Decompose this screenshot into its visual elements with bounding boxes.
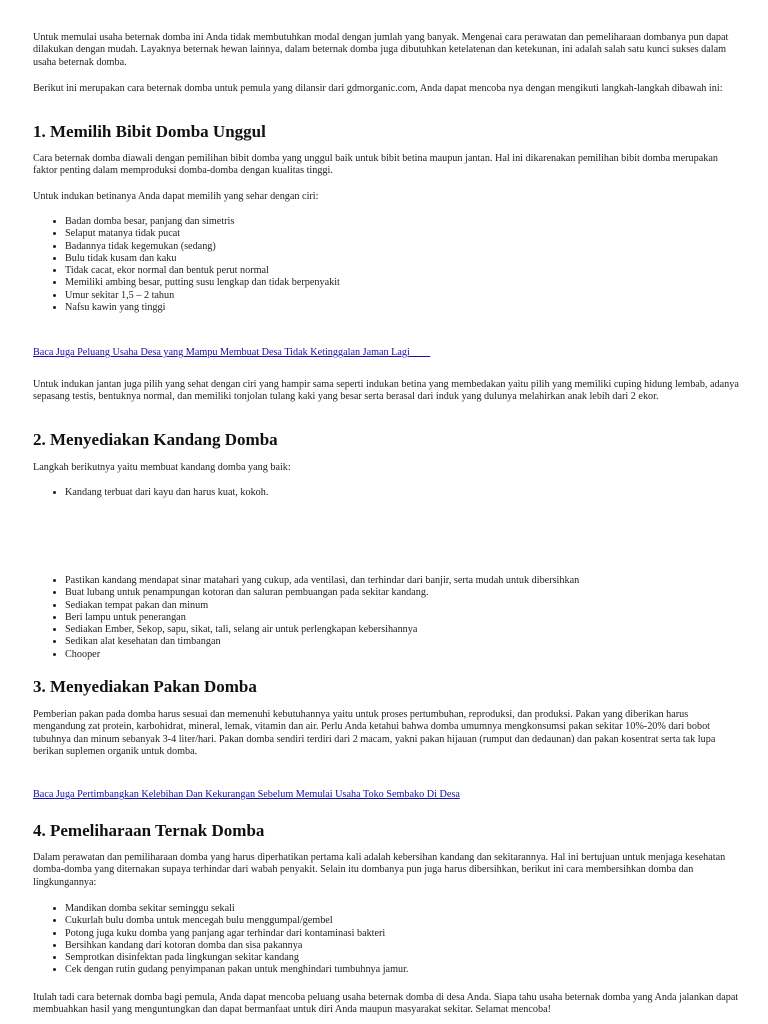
section-1-paragraph-1: Cara beternak domba diawali dengan pemilihan bibit domba yang unggul baik untuk bibit betina maupun jantan. Hal ini dikarenakan pemilihan bibit domba merupakan faktor penting dalam memproduksi domba-domba dengan kualitas tinggi. <box>33 153 718 177</box>
section-4-paragraph-1: Dalam perawatan dan pemiliharaan domba yang harus diperhatikan pertama kali adalah kebersihan kandang dan sekitarannya. Hal ini bertujuan untuk menjaga kesehatan domba-domba yang diternakan supaya terhindar dari wabah penyakit. Selain itu dombanya pun juga harus dibersihkan, berikut ini cara membersihkan domba dan lingkungannya: <box>33 852 726 888</box>
read-also-link-1[interactable]: Baca Juga Peluang Usaha Desa yang Mampu Membuat Desa Tidak Ketinggalan Jaman Lagi <box>33 347 410 358</box>
read-also-link-1-underline-tail[interactable] <box>410 347 430 358</box>
list-item: • Badan domba besar, panjang dan simetris <box>65 216 768 228</box>
list-item: • Umur sekitar 1,5 – 2 tahun <box>65 290 768 302</box>
list-item: • Mandikan domba sekitar seminggu sekali <box>65 903 768 915</box>
section-3-paragraph-1: Pemberian pakan pada domba harus sesuai dan memenuhi kebutuhannya yaitu untuk proses pertumbuhan, reproduksi, dan produksi. Pakan yang diberikan harus mengandung zat protein, karbohidrat, mineral, lemak, vitamin dan air. Perlu Anda ketahui bahwa domba umumnya mengkonsumsi pakan sekitar 10%-20% dari bobot tubuhnya dan minum sebanyak 3-4 liter/hari. Pakan domba sendiri terdiri dari 2 macam, yakni pakan hijauan (rumput dan dedaunan) dan pakan kosentrat serta tak lupa berikan suplemen organik untuk domba. <box>33 709 716 757</box>
section-1-paragraph-2: Untuk indukan betinanya Anda dapat memilih yang sehar dengan ciri: <box>33 191 319 202</box>
list-item: • Cukurlah bulu domba untuk mencegah bulu menggumpal/gembel <box>65 915 768 927</box>
list-item: • Nafsu kawin yang tinggi <box>65 302 768 314</box>
section-2-heading: 2. Menyediakan Kandang Domba <box>33 430 278 449</box>
list-item: • Potong juga kuku domba yang panjang agar terhindar dari kontaminasi bakteri <box>65 928 768 940</box>
section-3-heading: 3. Menyediakan Pakan Domba <box>33 677 257 696</box>
read-also-link-2[interactable]: Baca Juga Pertimbangkan Kelebihan Dan Kekurangan Sebelum Memulai Usaha Toko Sembako Di Desa <box>33 789 460 800</box>
closing-paragraph: Itulah tadi cara beternak domba bagi pemula, Anda dapat mencoba peluang usaha beternak domba di desa Anda. Siapa tahu usaha beternak domba yang Anda jalankan dapat membuahkan hasil yang menguntungkan dan dapat bermanfaat untuk diri Anda maupun masyarakat sekitar. Selamat mencoba! <box>33 992 739 1016</box>
list-item: • Bulu tidak kusam dan kaku <box>65 253 768 265</box>
list-item: • Sediakan Ember, Sekop, sapu, sikat, tali, selang air untuk perlengkapan kebersihannya <box>65 624 768 636</box>
section-1-heading: 1. Memilih Bibit Domba Unggul <box>33 122 266 141</box>
section-1-list <box>33 216 768 314</box>
list-item: • Tidak cacat, ekor normal dan bentuk perut normal <box>65 265 768 277</box>
section-4-heading: 4. Pemeliharaan Ternak Domba <box>33 821 265 840</box>
list-item: • Sedikan alat kesehatan dan timbangan <box>65 636 768 648</box>
list-item: • Chooper <box>65 649 768 661</box>
list-item: • Sediakan tempat pakan dan minum <box>65 600 768 612</box>
section-2-list-b <box>33 575 768 661</box>
section-2-paragraph-1: Langkah berikutnya yaitu membuat kandang domba yang baik: <box>33 462 291 473</box>
section-2-list-a <box>33 487 768 499</box>
list-item: • Pastikan kandang mendapat sinar matahari yang cukup, ada ventilasi, dan terhindar dari banjir, serta mudah untuk dibersihkan <box>65 575 768 587</box>
list-item: • Cek dengan rutin gudang penyimpanan pakan untuk menghindari tumbuhnya jamur. <box>65 964 768 976</box>
read-also-1 <box>33 342 741 360</box>
list-item: • Semprotkan disinfektan pada lingkungan sekitar kandang <box>65 952 768 964</box>
intro-paragraph-2: Berikut ini merupakan cara beternak domba untuk pemula yang dilansir dari gdmorganic.com, Anda dapat mencoba nya dengan mengikuti langkah-langkah dibawah ini: <box>33 83 723 94</box>
section-1-paragraph-3: Untuk indukan jantan juga pilih yang sehat dengan ciri yang hampir sama seperti indukan betina yang membedakan yaitu pilih yang memiliki cuping hidung lembab, adanya sepasang testis, bentuknya normal, dan memiliki tonjolan tulang kaki yang besar serta berasal dari induk yang dulunya melahirkan anak lebih dari 2 ekor. <box>33 379 739 403</box>
list-item: • Bersihkan kandang dari kotoran domba dan sisa pakannya <box>65 940 768 952</box>
list-item: • Beri lampu untuk penerangan <box>65 612 768 624</box>
list-item: • Selaput matanya tidak pucat <box>65 228 768 240</box>
section-4-list <box>33 903 768 977</box>
list-item: • Badannya tidak kegemukan (sedang) <box>65 241 768 253</box>
intro-paragraph-1: Untuk memulai usaha beternak domba ini Anda tidak membutuhkan modal dengan jumlah yang banyak. Mengenai cara perawatan dan pemeliharaan dombanya pun dapat dilakukan dengan mudah. Layaknya beternak hewan lainnya, dalam beternak domba juga dibutuhkan ketelatenan dan ketekunan, ini adalah salah satu kunci sukses dalam usaha beternak domba. <box>33 32 729 68</box>
read-also-2 <box>33 784 741 802</box>
list-item: • Buat lubang untuk penampungan kotoran dan saluran pembuangan pada sekitar kandang. <box>65 587 768 599</box>
list-item: • Memiliki ambing besar, putting susu lengkap dan tidak berpenyakit <box>65 277 768 289</box>
list-item: • Kandang terbuat dari kayu dan harus kuat, kokoh. <box>65 487 768 499</box>
